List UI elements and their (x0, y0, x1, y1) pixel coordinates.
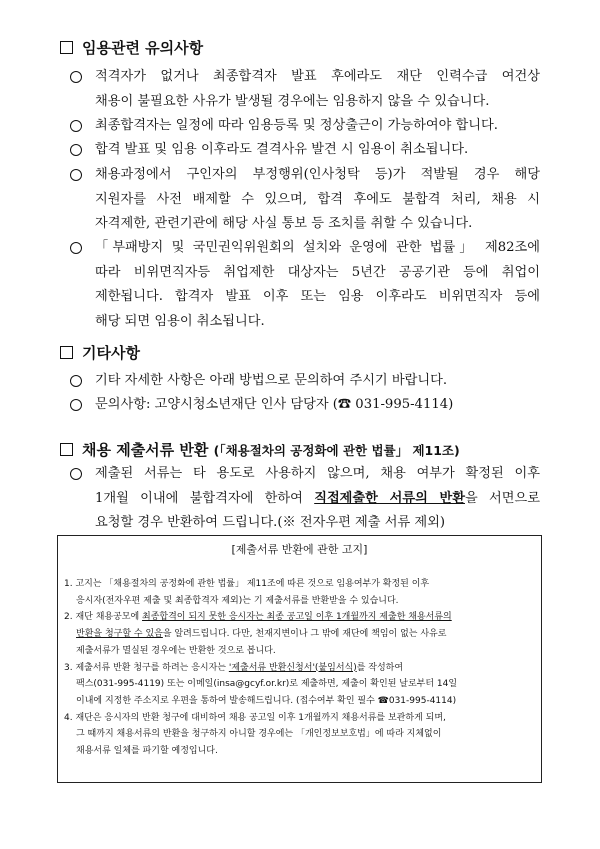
list-item: 합격 발표 및 임용 이후라도 결격사유 발견 시 임용이 취소됩니다. (70, 138, 540, 163)
section-title-other: 기타사항 (60, 343, 140, 363)
section-title-appointment-notes: 임용관련 유의사항 (60, 38, 203, 58)
list-item: 채용과정에서 구인자의 부정행위(인사청탁 등)가 적발될 경우 해당 지원자를 사전 배제할 수 있으며, 합격 후에도 불합격 처리, 채용 시 자격제한, 관련기관에 해당 사실 통보 등 조치를 취할 수 있습니다. (70, 163, 540, 237)
section-title-document-return: 채용 제출서류 반환 (「채용절차의 공정화에 관한 법률」 제11조) (60, 440, 460, 461)
circle-bullet-icon (70, 399, 82, 411)
circle-bullet-icon (70, 468, 82, 480)
checkbox-square-icon (60, 443, 73, 456)
checkbox-square-icon (60, 41, 73, 54)
list-item: 기타 자세한 사항은 아래 방법으로 문의하여 주시기 바랍니다. (70, 369, 540, 394)
notice-box (57, 535, 542, 783)
list-item: 문의사항: 고양시청소년재단 인사 담당자 (☎ 031-995-4114) (70, 393, 540, 418)
return-request-line: 1개월 이내에 불합격자에 한하여 직접제출한 서류의 반환을 서면으로 (95, 490, 540, 506)
list-item: 「부패방지 및 국민권익위원회의 설치와 운영에 관한 법률」 제82조에 따라 비위면직자등 취업제한 대상자는 5년간 공공기관 등에 취업이 제한됩니다. 합격자 발표 이후 또는 임용 이후라도 비위면직자 등에 해당 되면 임용이 취소됩니다. (70, 236, 540, 334)
notice-title: [제출서류 반환에 관한 고지] (231, 543, 368, 556)
circle-bullet-icon (70, 375, 82, 387)
checkbox-square-icon (60, 346, 73, 359)
circle-bullet-icon (70, 144, 82, 156)
circle-bullet-icon (70, 242, 82, 254)
circle-bullet-icon (70, 169, 82, 181)
notice-item-3: 3. 제출서류 반환 청구를 하려는 응시자는 '제출서류 반환신청서'(붙임서식)를 작성하여 (64, 662, 404, 673)
circle-bullet-icon (70, 71, 82, 83)
list-item: 제출된 서류는 타 용도로 사용하지 않으며, 채용 여부가 확정된 이후 1개월 이내에 불합격자에 한하여 직접제출한 서류의 반환을 서면으로 요청할 경우 반환하여 드립니다.(※ 전자우편 제출 서류 제외) (70, 462, 540, 536)
notice-list: 1. 고지는 「채용절차의 공정화에 관한 법률」 제11조에 따른 것으로 임용여부가 확정된 이후 응시자(전자우편 제출 및 최종합격자 제외)는 기 제출서류를 반환받을 수 있습니다. 2. 재단 채용공모에 최종합격이 되지 못한 응시자는 최종 공고일 이후 1개월까지 제출한 채용서류의 반환을 청구할 수 있음을 알려드립니다. 다만, 천재지변이나 그 밖에 재단에 책임이 없는 사유로 제출서류가 멸실된 경우에는 반환한 것으로 봅니다. 3. 제출서류 반환 청구를 하려는 응시자는 '제출서류 반환신청서'(붙임서식)를 작성하여 팩스(031-995-4119) 또는 이메일(insa@gcyf.or.kr)로 제출하면, 제출이 확인된 날로부터 14일 이내에 지정한 주소지로 우편을 통하여 발송해드립니다. (접수여부 확인 필수 ☎031-995-4114) 4. 재단은 응시자의 반환 청구에 대비하여 채용 공고일 이후 1개월까지 채용서류를 보관하게 되며, 그 때까지 채용서류의 반환을 청구하지 아니할 경우에는 「개인정보보호법」에 따라 지체없이 채용서류 일체를 파기할 예정입니다. (64, 576, 534, 760)
list-item: 적격자가 없거나 최종합격자 발표 후에라도 재단 인력수급 여건상 채용이 불필요한 사유가 발생될 경우에는 임용하지 않을 수 있습니다. (70, 65, 540, 114)
notice-item-2: 2. 재단 채용공모에 최종합격이 되지 못한 응시자는 최종 공고일 이후 1개월까지 제출한 채용서류의 (64, 612, 452, 623)
circle-bullet-icon (70, 120, 82, 132)
list-item: 최종합격자는 일정에 따라 임용등록 및 정상출근이 가능하여야 합니다. (70, 114, 540, 139)
